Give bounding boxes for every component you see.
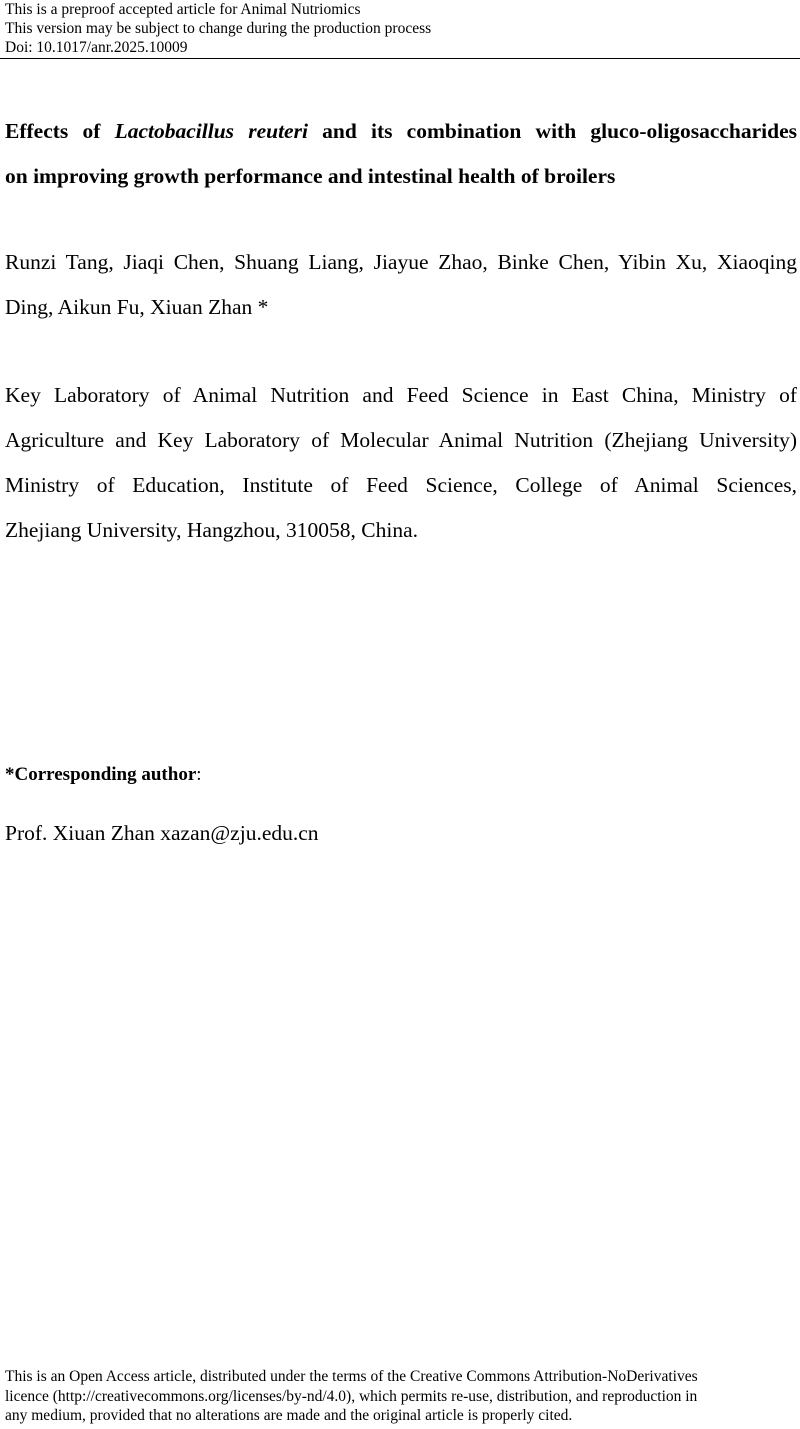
corresponding-author-label xyxy=(5,763,202,787)
author-list-line-2: Ding, Aikun Fu, Xiuan Zhan * xyxy=(5,295,269,319)
header-divider xyxy=(0,58,800,59)
open-access-license-notice xyxy=(5,1367,795,1426)
license-line-1: This is an Open Access article, distributed under the terms of the Creative Commons Attribution-NoDerivatives xyxy=(5,1368,698,1385)
license-line-3: any medium, provided that no alterations are made and the original article is properly cited. xyxy=(5,1407,573,1424)
header-preproof-notice: This is a preproof accepted article for Animal Nutriomics xyxy=(5,1,361,18)
header-doi: Doi: 10.1017/anr.2025.10009 xyxy=(5,39,188,56)
affiliation-line-3: Ministry of Education, Institute of Feed Science, College of Animal Sciences, xyxy=(5,473,797,497)
affiliation-line-2: Agriculture and Key Laboratory of Molecular Animal Nutrition (Zhejiang University) xyxy=(5,428,797,452)
title-line-2: on improving growth performance and intestinal health of broilers xyxy=(5,164,616,188)
title-text-end: and its combination with gluco-oligosaccharides xyxy=(307,119,797,143)
title-text-start: Effects of xyxy=(5,119,115,143)
corresponding-author-contact: Prof. Xiuan Zhan xazan@zju.edu.cn xyxy=(5,821,319,845)
author-list-line-1: Runzi Tang, Jiaqi Chen, Shuang Liang, Jiayue Zhao, Binke Chen, Yibin Xu, Xiaoqing xyxy=(5,250,797,274)
corresponding-author-colon: : xyxy=(196,764,202,785)
article-title xyxy=(5,109,797,199)
title-line-1 xyxy=(5,109,797,154)
affiliation-line-1: Key Laboratory of Animal Nutrition and Feed Science in East China, Ministry of xyxy=(5,383,797,407)
affiliation-line-4: Zhejiang University, Hangzhou, 310058, China. xyxy=(5,518,419,542)
corresponding-author-heading: *Corresponding author xyxy=(5,764,197,785)
author-affiliation xyxy=(5,373,797,553)
author-list xyxy=(5,240,797,330)
license-line-2: licence (http://creativecommons.org/licenses/by-nd/4.0), which permits re-use, distribution, and reproduction in xyxy=(5,1387,698,1405)
preproof-header xyxy=(5,0,795,57)
title-species-name: Lactobacillus reuteri xyxy=(114,119,308,143)
header-version-notice: This version may be subject to change during the production process xyxy=(5,20,432,37)
